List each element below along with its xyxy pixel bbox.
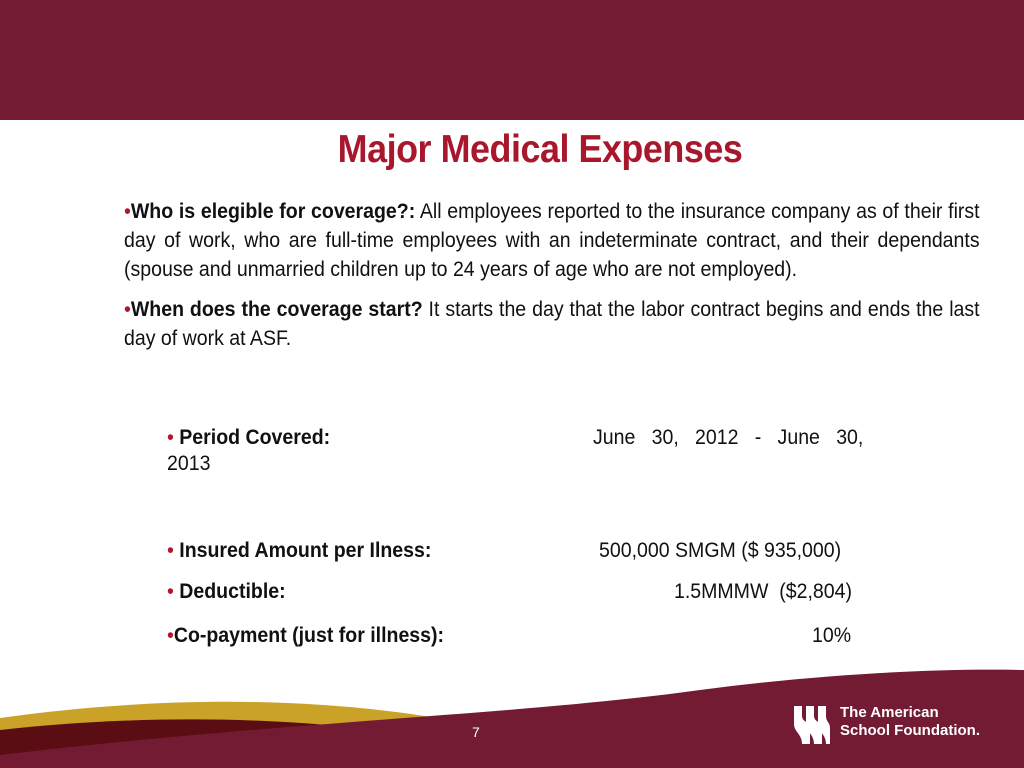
- copayment-row: [167, 624, 444, 648]
- period-covered-label: Period Covered:: [179, 426, 331, 449]
- bullet: •: [167, 580, 174, 603]
- eligibility-paragraph: [124, 197, 980, 284]
- coverage-start-paragraph: [124, 295, 980, 353]
- period-covered-row: [167, 426, 330, 450]
- insured-amount-row: [167, 539, 431, 563]
- eligibility-label: Who is elegible for coverage?:: [130, 200, 416, 223]
- period-covered-value: June 30, 2012 - June 30,: [593, 426, 864, 449]
- copayment-value: 10%: [812, 624, 852, 647]
- coverage-start-label: When does the coverage start?: [130, 298, 423, 321]
- slide-title: Major Medical Expenses: [337, 128, 743, 171]
- insured-amount-value: 500,000 SMGM ($ 935,000): [599, 539, 842, 562]
- insured-amount-label: Insured Amount per Ilness:: [179, 539, 432, 562]
- bullet: •: [124, 200, 131, 223]
- period-covered-value-cont: 2013: [167, 452, 211, 475]
- deductible-row: [167, 580, 286, 604]
- deductible-value: 1.5MMMW ($2,804): [674, 580, 852, 603]
- page-number: 7: [472, 724, 480, 740]
- asf-logo-icon: [792, 702, 832, 748]
- bullet: •: [167, 624, 174, 647]
- copayment-label: Co-payment (just for illness):: [173, 624, 445, 647]
- logo-line-1: The American: [840, 704, 939, 721]
- bullet: •: [167, 539, 174, 562]
- logo-text: [840, 704, 980, 740]
- bullet: •: [167, 426, 174, 449]
- eligibility-text: All employees reported to the insurance company as of their first day of work, who are full-time employees with an indeterminate contract, and their dependants (spouse and unmarried children up to 24 years of age who are not employed).: [124, 200, 980, 281]
- header-band: [0, 0, 1024, 120]
- coverage-start-text: It starts the day that the labor contract begins and ends the last day of work at ASF.: [124, 298, 980, 350]
- bullet: •: [124, 298, 131, 321]
- deductible-label: Deductible:: [179, 580, 286, 603]
- logo-line-2: School Foundation.: [840, 722, 980, 739]
